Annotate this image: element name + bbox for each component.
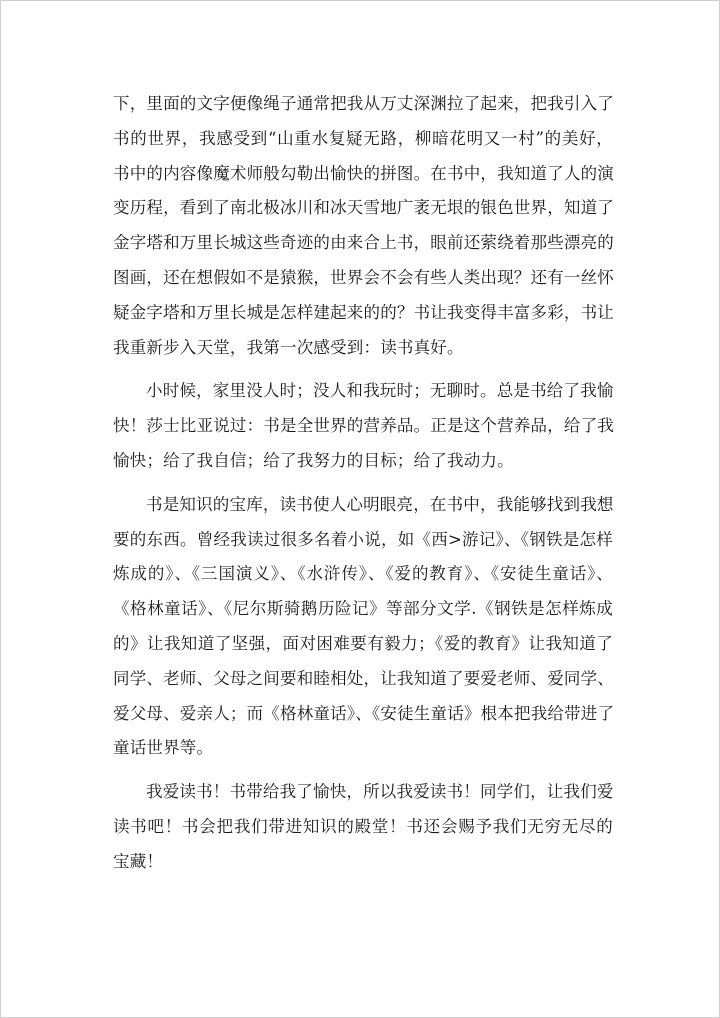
text-line: 我爱读书！书带给我了愉快，所以我爱读书！同学们，让我们爱 (146, 782, 614, 802)
text-line: 快！莎士比亚说过：书是全世界的营养品。正是这个营养品，给了我 (113, 416, 614, 436)
text-line: 同学、老师、父母之间要和睦相处，让我知道了要爱老师、爱同学、 (113, 668, 614, 688)
text-line: 小时候，家里没人时；没人和我玩时；无聊时。总是书给了我愉 (146, 381, 614, 401)
text-line: 童话世界等。 (113, 738, 214, 758)
text-line: 读书吧！书会把我们带进知识的殿堂！书还会赐予我们无穷无尽的 (113, 816, 613, 836)
text-line: 图画，还在想假如不是猿猴，世界会不会有些人类出现？还有一丝怀 (113, 267, 614, 287)
text-line: 我重新步入天堂，我第一次感受到：读书真好。 (113, 337, 464, 357)
text-line: 疑金字塔和万里长城是怎样建起来的的？书让我变得丰富多彩，书让 (113, 302, 614, 322)
text-line: 书的世界，我感受到“山重水复疑无路，柳暗花明又一村”的美好， (113, 128, 613, 148)
text-line: 书中的内容像魔术师般勾勒出愉快的拼图。在书中，我知道了人的演 (113, 163, 614, 183)
paragraph-3 (113, 488, 613, 766)
text-line: 要的东西。曾经我读过很多名着小说，如《西>游记》、《钢铁是怎样 (113, 529, 613, 549)
paragraph-4 (113, 775, 613, 879)
text-line: 愉快；给了我自信；给了我努力的目标；给了我动力。 (113, 450, 514, 470)
text-line: 宝藏！ (113, 851, 164, 871)
text-line: 爱父母、爱亲人；而《格林童话》、《安徒生童话》根本把我给带进了 (113, 703, 615, 723)
paragraph-2 (113, 374, 613, 478)
text-line: 《格林童话》、《尼尔斯骑鹅历险记》等部分文学.《钢铁是怎样炼成 (113, 599, 613, 619)
text-line: 下，里面的文字便像绳子通常把我从万丈深渊拉了起来，把我引入了 (113, 94, 614, 113)
text-line: 金字塔和万里长城这些奇迹的由来合上书，眼前还萦绕着那些漂亮的 (113, 233, 614, 253)
document-body (113, 87, 613, 880)
text-line: 书是知识的宝库，读书使人心明眼亮，在书中，我能够找到我想 (146, 494, 614, 514)
paragraph-1 (113, 87, 613, 365)
text-line: 的》让我知道了坚强，面对困难要有毅力；《爱的教育》让我知道了 (113, 633, 613, 653)
text-line: 炼成的》、《三国演义》、《水浒传》、《爱的教育》、《安徒生童话》、 (113, 564, 613, 584)
text-line: 变历程，看到了南北极冰川和冰天雪地广袤无垠的银色世界，知道了 (113, 198, 614, 218)
